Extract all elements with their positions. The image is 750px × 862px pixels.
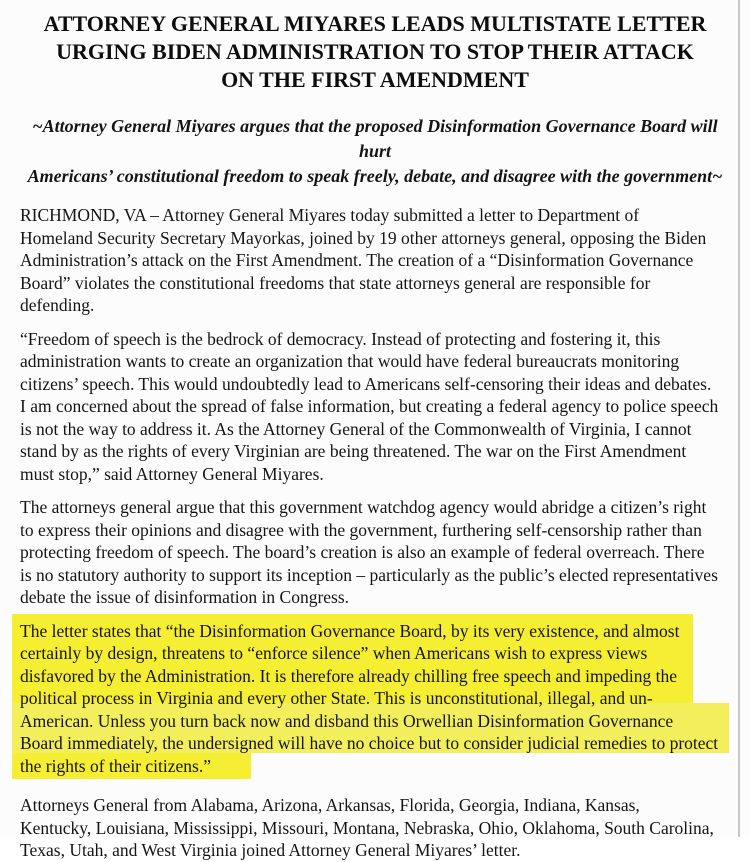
- text-line: defending.: [20, 295, 95, 315]
- text-line: political process in Virginia and every other State. This is unconstitutional, illegal, and un-: [20, 688, 653, 708]
- text-line: to express their opinions and disagree with the government, furthering self-censorship rather than: [20, 519, 702, 540]
- text-line: The letter states that “the Disinformation Governance Board, by its very existence, and almost: [20, 620, 680, 641]
- text-line: The attorneys general argue that this government watchdog agency would abridge a citizen’s right: [20, 497, 707, 517]
- title-line: ATTORNEY GENERAL MIYARES LEADS MULTISTATE LETTER: [43, 11, 707, 36]
- text-line: must stop,” said Attorney General Miyares.: [20, 463, 324, 484]
- page-edge-line: [738, 0, 740, 837]
- text-line: “Freedom of speech is the bedrock of democracy. Instead of protecting and fostering it, this: [20, 328, 661, 349]
- text-line: is not the way to address it. As the Attorney General of the Commonwealth of Virginia, I cannot: [20, 418, 692, 439]
- paragraph-miyares-quote: [20, 328, 730, 486]
- paragraph-signatories: [20, 794, 730, 862]
- text-line: the rights of their citizens.”: [20, 755, 211, 776]
- text-line: debate the issue of disinformation in Congress.: [20, 587, 350, 607]
- subtitle-line: Americans’ constitutional freedom to speak freely, debate, and disagree with the government~: [27, 166, 723, 186]
- text-line: stand by as the rights of every Virginian are being threatened. The war on the First Amendment: [20, 441, 687, 461]
- text-line: RICHMOND, VA – Attorney General Miyares today submitted a letter to Department of: [20, 205, 640, 225]
- text-line: American. Unless you turn back now and disband this Orwellian Disinformation Governance: [20, 710, 674, 731]
- text-line: certainly by design, threatens to “enforce silence” when Americans wish to express views: [20, 643, 648, 663]
- text-line: administration wants to create an organization that would have federal bureaucrats monitoring: [20, 351, 680, 371]
- text-line: citizens’ speech. This would undoubtedly lead to Americans self-censoring their ideas and debates.: [20, 373, 712, 394]
- text-line: Homeland Security Secretary Mayorkas, joined by 19 other attorneys general, opposing the Biden: [20, 227, 707, 248]
- text-line: Board immediately, the undersigned will have no choice but to consider judicial remedies to protect: [20, 733, 719, 753]
- document-title: [20, 10, 730, 94]
- title-line: ON THE FIRST AMENDMENT: [221, 67, 529, 92]
- text-line: Board” violates the constitutional freedoms that state attorneys general are responsible for: [20, 272, 651, 293]
- text-line: Texas, Utah, and West Virginia joined Attorney General Miyares’ letter.: [20, 840, 521, 860]
- text-line: protecting freedom of speech. The board’s creation is also an example of federal overreach. There: [20, 542, 705, 562]
- paragraph-letter-excerpt: [20, 620, 730, 778]
- title-line: URGING BIDEN ADMINISTRATION TO STOP THEIR ATTACK: [56, 39, 694, 64]
- text-line: I am concerned about the spread of false information, but creating a federal agency to police speech: [20, 396, 719, 416]
- text-line: Administration’s attack on the First Amendment. The creation of a “Disinformation Governance: [20, 250, 694, 270]
- paragraph-argument: [20, 496, 730, 609]
- text-line: is no statutory authority to support its inception – particularly as the public’s elected representatives: [20, 564, 718, 585]
- text-line: Kentucky, Louisiana, Mississippi, Missouri, Montana, Nebraska, Ohio, Oklahoma, South Carolina,: [20, 817, 714, 838]
- document-subtitle: [20, 114, 730, 189]
- highlighted-paragraph: [20, 620, 730, 778]
- text-line: Attorneys General from Alabama, Arizona, Arkansas, Florida, Georgia, Indiana, Kansas,: [20, 795, 640, 815]
- text-line: disfavored by the Administration. It is therefore already chilling free speech and impeding the: [20, 665, 678, 686]
- subtitle-line: ~Attorney General Miyares argues that the proposed Disinformation Governance Board will hurt: [32, 116, 718, 161]
- paragraph-lede: [20, 204, 730, 317]
